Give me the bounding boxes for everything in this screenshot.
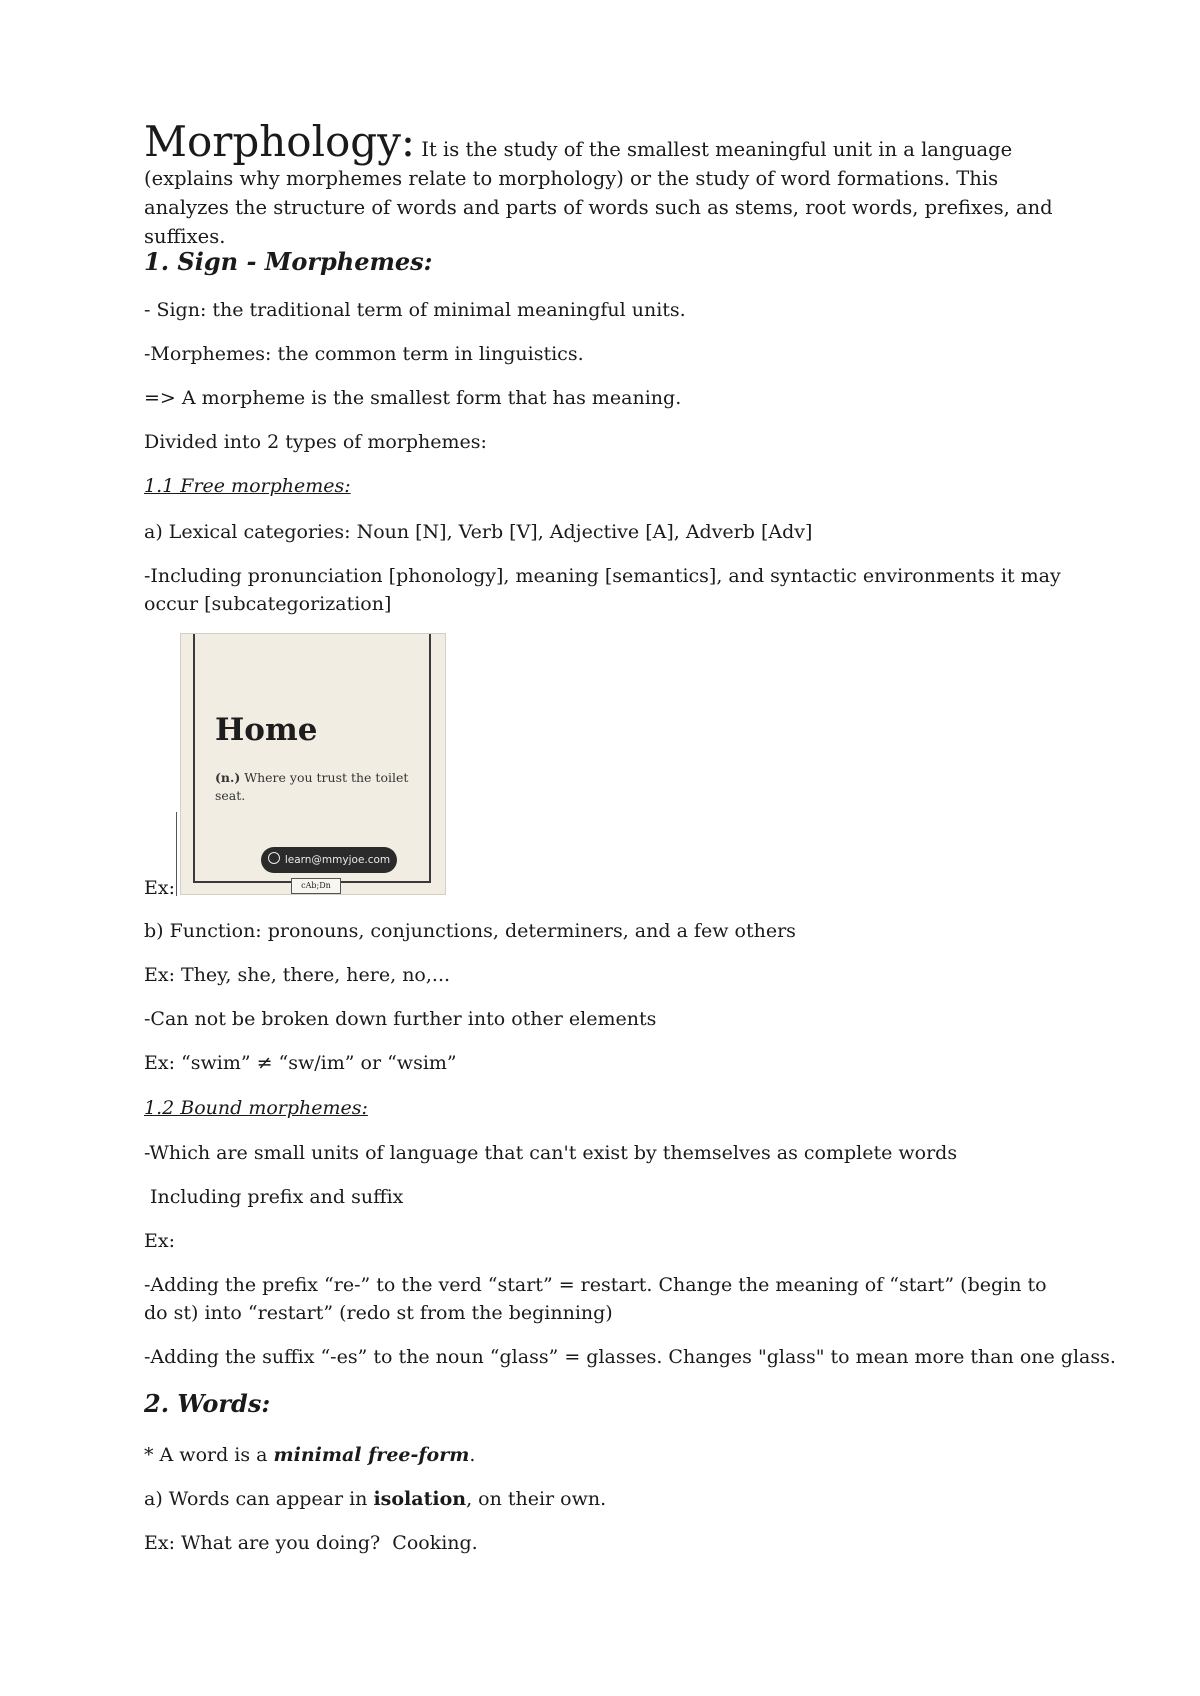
minimal-free-form-term: minimal free-form [273, 1444, 470, 1466]
figure-tag: cAb;Dn [291, 878, 341, 894]
definition-line: => A morpheme is the smallest form that has meaning. [144, 387, 682, 409]
example-label: Ex: [144, 877, 175, 899]
suffix-example: -Adding the suffix “-es” to the noun “glass” = glasses. Changes "glass" to mean more than one glass. [144, 1346, 1116, 1368]
figure-definition [215, 769, 415, 805]
including-line: -Including pronunciation [phonology], meaning [semantics], and syntactic environments it may occur [subcategorization] [144, 565, 1061, 615]
figure-edge [176, 812, 177, 896]
figure-word: Home [215, 712, 318, 748]
subheading-free-morphemes: 1.1 Free morphemes: [144, 475, 351, 497]
lexical-line: a) Lexical categories: Noun [N], Verb [V], Adjective [A], Adverb [Adv] [144, 521, 813, 543]
title-term: Morphology: [144, 117, 416, 166]
cannot-line: -Can not be broken down further into other elements [144, 1008, 657, 1030]
section-heading-words: 2. Words: [144, 1389, 271, 1418]
divided-line: Divided into 2 types of morphemes: [144, 431, 487, 453]
sign-line: - Sign: the traditional term of minimal meaningful units. [144, 299, 686, 321]
intro-paragraph [144, 117, 1074, 251]
intro-text: It is the study of the smallest meaningful unit in a language (explains why morphemes relate to morphology) or the study of word formations. This analyzes the structure of words and parts of words such as stems, root words, prefixes, and suffixes. [144, 138, 1053, 248]
isolation-line: a) Words can appear in isolation, on their own. [144, 1488, 607, 1510]
section-heading-sign-morphemes: 1. Sign - Morphemes: [144, 247, 433, 276]
cannot-example: Ex: “swim” ≠ “sw/im” or “wsim” [144, 1052, 457, 1074]
function-line: b) Function: pronouns, conjunctions, determiners, and a few others [144, 920, 796, 942]
bound-including-line: Including prefix and suffix [144, 1186, 404, 1208]
example-image-home [180, 633, 446, 895]
morphemes-line: -Morphemes: the common term in linguistics. [144, 343, 584, 365]
word-definition-line: * A word is a minimal free-form. [144, 1444, 476, 1466]
function-example: Ex: They, she, there, here, no,... [144, 964, 451, 986]
figure-handle-pill [261, 847, 397, 873]
subheading-bound-morphemes: 1.2 Bound morphemes: [144, 1097, 368, 1119]
bound-example-label: Ex: [144, 1230, 175, 1252]
words-example: Ex: What are you doing? Cooking. [144, 1532, 478, 1554]
bound-which-line: -Which are small units of language that can't exist by themselves as complete words [144, 1142, 958, 1164]
figure-definition-text: Where you trust the toilet seat. [215, 770, 409, 803]
isolation-term: isolation [373, 1488, 467, 1510]
figure-handle: learn@mmyjoe.com [284, 854, 391, 866]
prefix-example: -Adding the prefix “re-” to the verd “start” = restart. Change the meaning of “start” (begin to do st) into “restart” (redo st from the beginning) [144, 1274, 1047, 1324]
figure-pos: (n.) [215, 770, 241, 785]
globe-icon [268, 852, 280, 864]
